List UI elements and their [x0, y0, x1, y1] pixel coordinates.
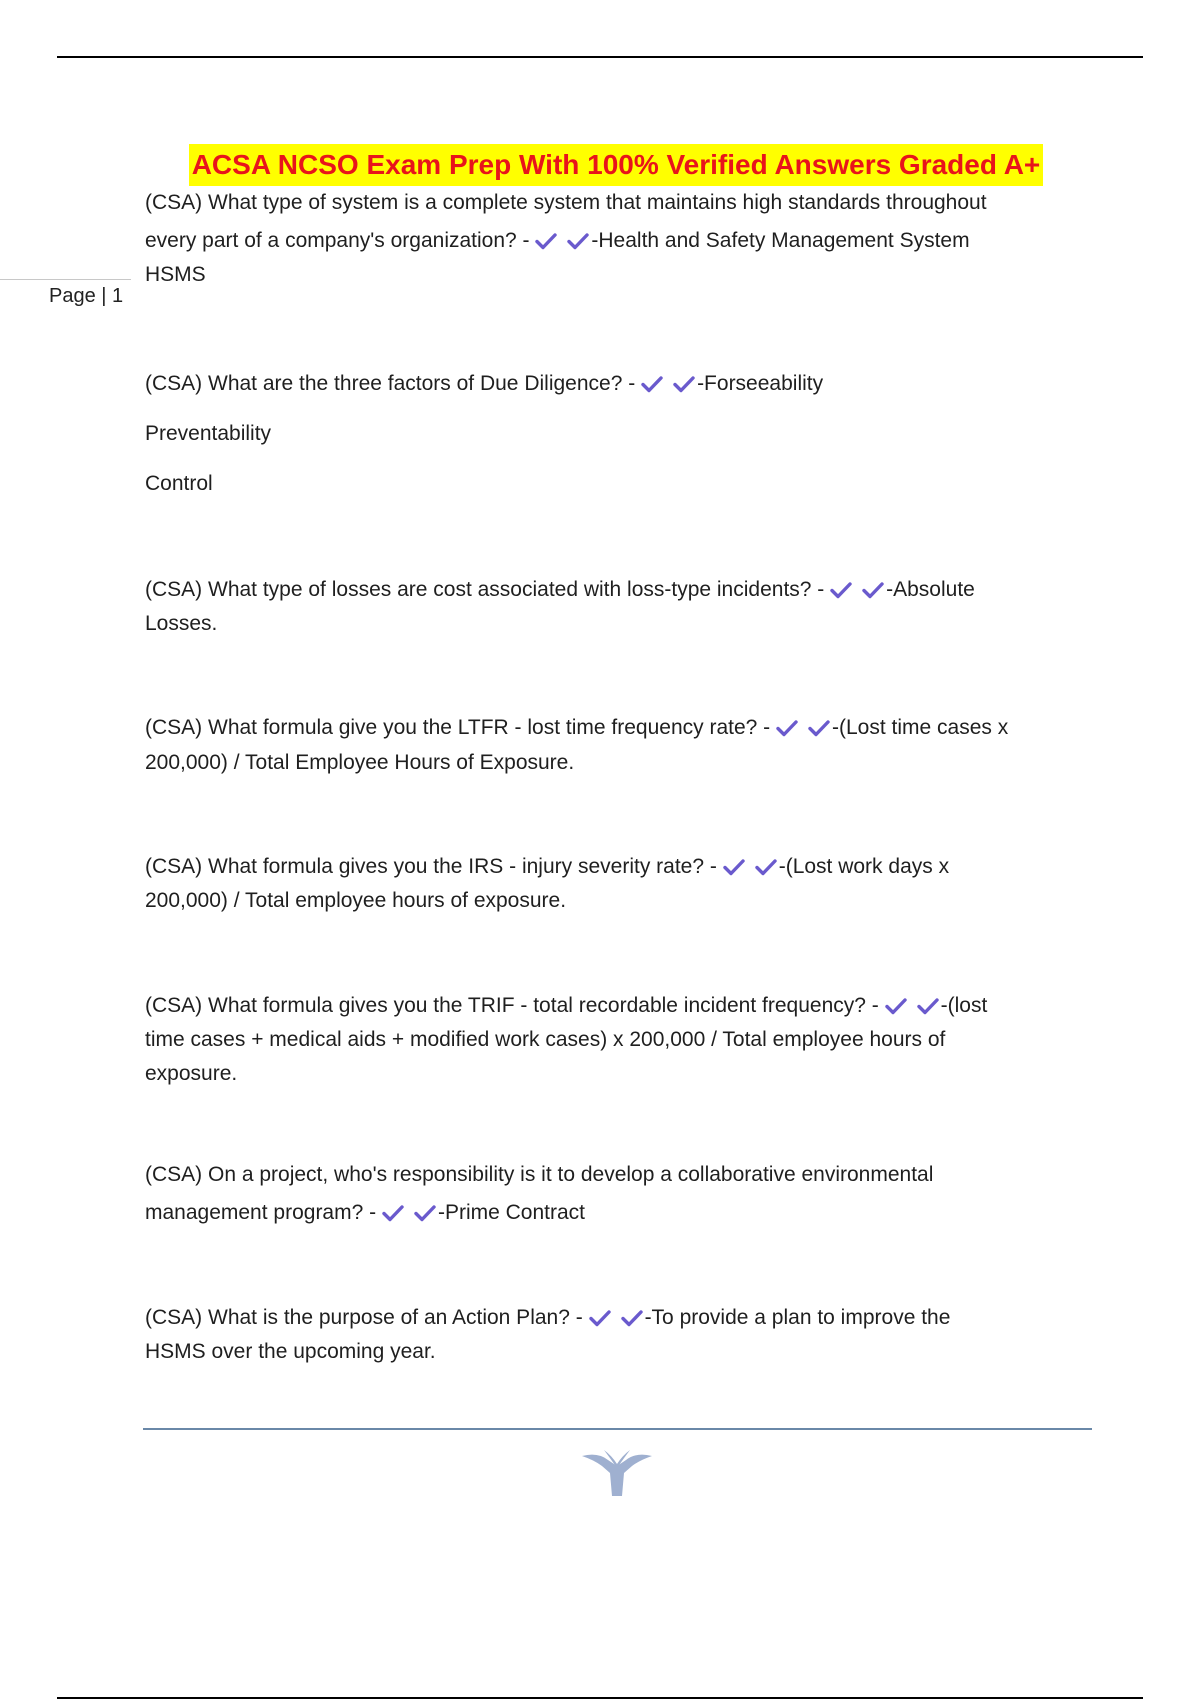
footer-rule	[143, 1428, 1092, 1430]
qa-answer-text: -(Lost time cases x	[832, 716, 1009, 739]
qa-line-text: HSMS over the upcoming year.	[145, 1340, 436, 1363]
qa-line-text: (CSA) What are the three factors of Due Diligence? -	[145, 372, 636, 395]
qa-answer-text: -(Lost work days x	[778, 855, 950, 878]
decorative-logo-icon	[578, 1446, 656, 1500]
qa-answer-text: -(lost	[940, 994, 988, 1017]
header-rule	[57, 56, 1143, 58]
check-mark-icon	[830, 581, 852, 599]
qa-line-text: every part of a company's organization? -	[145, 229, 530, 252]
qa-line-text: Preventability	[145, 422, 272, 445]
qa-answer-text: -Forseeability	[697, 372, 824, 395]
check-mark-icon	[917, 997, 939, 1015]
qa-line-text: (CSA) What formula gives you the TRIF - total recordable incident frequency? -	[145, 994, 879, 1017]
qa-line	[145, 886, 566, 916]
qa-line	[145, 1198, 585, 1228]
qa-line-text: (CSA) What type of losses are cost associated with loss-type incidents? -	[145, 578, 825, 601]
qa-line	[145, 469, 213, 499]
footer-page-rule	[57, 1697, 1143, 1699]
qa-line	[145, 991, 987, 1021]
qa-line	[145, 575, 975, 605]
check-mark-icon	[641, 375, 663, 393]
qa-line	[145, 419, 271, 449]
qa-line	[145, 188, 987, 218]
qa-line-text: exposure.	[145, 1062, 238, 1085]
check-mark-icon	[567, 232, 589, 250]
qa-line	[145, 852, 949, 882]
check-mark-icon	[621, 1309, 643, 1327]
check-mark-icon	[885, 997, 907, 1015]
check-mark-icon	[776, 719, 798, 737]
page-number-label: Page | 1	[49, 285, 124, 307]
check-mark-icon	[535, 232, 557, 250]
check-mark-icon	[755, 858, 777, 876]
qa-line	[145, 1160, 933, 1190]
qa-line	[145, 1337, 436, 1367]
qa-line	[145, 748, 574, 778]
qa-line	[145, 1025, 945, 1055]
qa-answer-text: -Prime Contract	[437, 1201, 585, 1224]
page-margin-line	[0, 279, 131, 280]
qa-answer-text: -Absolute	[886, 578, 975, 601]
qa-line-text: 200,000) / Total Employee Hours of Exposure.	[145, 751, 575, 774]
qa-line	[145, 260, 206, 290]
qa-line-text: Losses.	[145, 612, 218, 635]
check-mark-icon	[723, 858, 745, 876]
qa-line-text: time cases + medical aids + modified work cases) x 200,000 / Total employee hours of	[145, 1028, 946, 1051]
qa-line-text: management program? -	[145, 1201, 377, 1224]
qa-line	[145, 609, 217, 639]
qa-answer-text: -To provide a plan to improve the	[644, 1306, 951, 1329]
title-container	[0, 144, 1200, 186]
qa-line-text: (CSA) On a project, who's responsibility is it to develop a collaborative environmental	[145, 1163, 934, 1186]
qa-line-text: HSMS	[145, 263, 206, 286]
qa-line-text: (CSA) What formula give you the LTFR - lost time frequency rate? -	[145, 716, 771, 739]
check-mark-icon	[414, 1204, 436, 1222]
qa-line-text: (CSA) What formula gives you the IRS - injury severity rate? -	[145, 855, 717, 878]
qa-line	[145, 1059, 237, 1089]
qa-line	[145, 1303, 950, 1333]
check-mark-icon	[673, 375, 695, 393]
check-mark-icon	[862, 581, 884, 599]
qa-line	[145, 369, 823, 399]
check-mark-icon	[808, 719, 830, 737]
qa-line-text: 200,000) / Total employee hours of exposure.	[145, 889, 567, 912]
qa-line-text: Control	[145, 472, 213, 495]
qa-line	[145, 713, 1008, 743]
qa-line-text: (CSA) What type of system is a complete system that maintains high standards throughout	[145, 191, 987, 214]
check-mark-icon	[589, 1309, 611, 1327]
document-title: ACSA NCSO Exam Prep With 100% Verified Answers Graded A+	[189, 144, 1044, 186]
check-mark-icon	[382, 1204, 404, 1222]
qa-answer-text: -Health and Safety Management System	[591, 229, 970, 252]
qa-line-text: (CSA) What is the purpose of an Action Plan? -	[145, 1306, 583, 1329]
qa-line	[145, 226, 970, 256]
